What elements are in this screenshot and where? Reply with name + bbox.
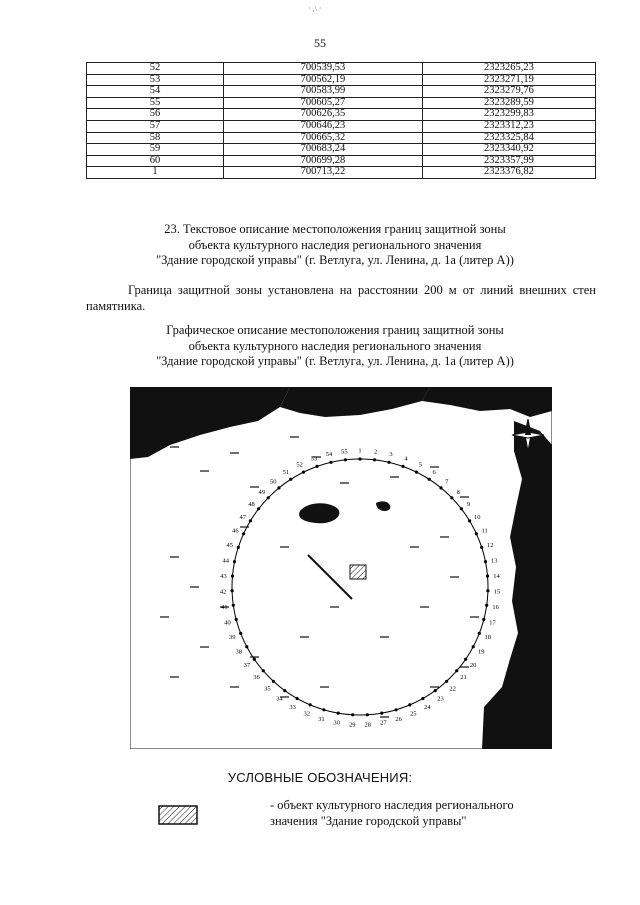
- boundary-point: [344, 458, 347, 461]
- legend-item-line2: значения "Здание городской управы": [270, 814, 467, 828]
- y-coordinate-cell: 2323289,59: [422, 97, 595, 109]
- boundary-point: [468, 519, 471, 522]
- boundary-point-label: 38: [235, 648, 243, 656]
- boundary-point-label: 36: [253, 674, 260, 682]
- boundary-point-label: 46: [232, 527, 239, 535]
- boundary-point-label: 28: [364, 721, 372, 729]
- boundary-point-label: 22: [449, 685, 456, 693]
- point-number-cell: 54: [87, 86, 224, 98]
- x-coordinate-cell: 700683,24: [224, 144, 423, 156]
- page-number: 55: [314, 36, 326, 50]
- boundary-point-label: 45: [226, 542, 233, 550]
- point-number-cell: 60: [87, 155, 224, 167]
- boundary-point: [460, 507, 463, 510]
- boundary-point: [472, 645, 475, 648]
- boundary-point-label: 51: [282, 469, 290, 477]
- section-title-line3: "Здание городской управы" (г. Ветлуга, ул. Ленина, д. 1а (литер А)): [156, 253, 514, 267]
- boundary-point-label: 18: [484, 634, 491, 642]
- boundary-point: [428, 478, 431, 481]
- boundary-point: [450, 496, 453, 499]
- table-row: [87, 120, 596, 132]
- boundary-point-label: 23: [437, 695, 444, 703]
- point-number-cell: 52: [87, 63, 224, 75]
- boundary-point: [337, 712, 340, 715]
- boundary-point: [267, 496, 270, 499]
- table-row: [87, 144, 596, 156]
- boundary-point: [478, 632, 481, 635]
- point-number-cell: 59: [87, 144, 224, 156]
- point-number-cell: 56: [87, 109, 224, 121]
- point-number-cell: 57: [87, 120, 224, 132]
- boundary-point-label: 21: [460, 674, 467, 682]
- x-coordinate-cell: 700605,27: [224, 97, 423, 109]
- boundary-point-label: 8: [456, 489, 460, 496]
- boundary-point-label: 13: [491, 557, 498, 565]
- legend-title: УСЛОВНЫЕ ОБОЗНАЧЕНИЯ:: [227, 770, 413, 785]
- table-row: [87, 167, 596, 179]
- point-number-cell: 53: [87, 74, 224, 86]
- x-coordinate-cell: 700646,23: [224, 120, 423, 132]
- boundary-point: [231, 589, 234, 592]
- boundary-point: [401, 465, 404, 468]
- table-row: [87, 109, 596, 121]
- boundary-point: [253, 658, 256, 661]
- boundary-point: [302, 471, 305, 474]
- boundary-point-label: 26: [395, 716, 402, 723]
- boundary-point-label: 10: [474, 513, 481, 521]
- boundary-point: [455, 669, 458, 672]
- section-title-line1: 23. Текстовое описание местоположения границ защитной зоны: [164, 222, 506, 236]
- coordinates-table: [86, 62, 596, 179]
- x-coordinate-cell: 700665,32: [224, 132, 423, 144]
- boundary-point-label: 31: [318, 716, 325, 723]
- boundary-point-label: 50: [270, 478, 277, 486]
- boundary-point: [480, 546, 483, 549]
- graphic-title-line3: "Здание городской управы" (г. Ветлуга, ул. Ленина, д. 1а (литер А)): [156, 354, 514, 368]
- boundary-point-label: 4: [404, 455, 408, 463]
- boundary-point: [439, 486, 442, 489]
- boundary-point: [296, 697, 299, 700]
- boundary-point: [309, 703, 312, 706]
- boundary-point: [415, 471, 418, 474]
- y-coordinate-cell: 2323265,23: [422, 63, 595, 75]
- boundary-point-label: 19: [477, 648, 485, 656]
- y-coordinate-cell: 2323340,92: [422, 144, 595, 156]
- x-coordinate-cell: 700562,19: [224, 74, 423, 86]
- boundary-point-label: 29: [348, 721, 356, 729]
- boundary-point-label: 5: [418, 461, 423, 469]
- boundary-point: [486, 589, 489, 592]
- table-row: [87, 97, 596, 109]
- boundary-point: [486, 574, 489, 577]
- boundary-point-label: 3: [389, 451, 393, 459]
- y-coordinate-cell: 2323279,76: [422, 86, 595, 98]
- boundary-point-label: 39: [229, 634, 236, 642]
- boundary-point-label: 48: [248, 500, 255, 508]
- boundary-point: [408, 703, 411, 706]
- boundary-point-label: 54: [325, 451, 333, 459]
- legend-item: [270, 797, 570, 829]
- x-coordinate-cell: 700626,35: [224, 109, 423, 121]
- boundary-point-label: 17: [489, 619, 496, 627]
- x-coordinate-cell: 700583,99: [224, 86, 423, 98]
- boundary-point: [249, 519, 252, 522]
- boundary-point-label: 27: [380, 719, 387, 727]
- boundary-point-label: 43: [220, 572, 227, 580]
- boundary-point: [277, 486, 280, 489]
- point-number-cell: 1: [87, 167, 224, 179]
- boundary-point: [262, 669, 265, 672]
- boundary-point: [329, 461, 332, 464]
- boundary-point-label: 47: [239, 513, 246, 521]
- boundary-point: [283, 689, 286, 692]
- boundary-point-label: 49: [258, 489, 266, 496]
- y-coordinate-cell: 2323299,83: [422, 109, 595, 121]
- section-title: [100, 222, 570, 269]
- boundary-point: [231, 574, 234, 577]
- boundary-description: Граница защитной зоны установлена на расстоянии 200 м от линий внешних стен памятника.: [86, 283, 596, 313]
- boundary-point: [235, 618, 238, 621]
- boundary-point: [245, 645, 248, 648]
- graphic-title-line1: Графическое описание местоположения границ защитной зоны: [166, 323, 504, 337]
- x-coordinate-cell: 700539,53: [224, 63, 423, 75]
- boundary-point: [380, 712, 383, 715]
- boundary-point: [475, 532, 478, 535]
- x-coordinate-cell: 700699,28: [224, 155, 423, 167]
- boundary-point-label: 37: [243, 661, 251, 669]
- y-coordinate-cell: 2323357,99: [422, 155, 595, 167]
- section-title-line2: объекта культурного наследия регионального значения: [188, 237, 482, 252]
- boundary-point: [272, 680, 275, 683]
- boundary-point: [322, 708, 325, 711]
- table-row: [87, 155, 596, 167]
- boundary-point: [445, 680, 448, 683]
- map-frame: [130, 387, 552, 749]
- boundary-point-label: 30: [333, 719, 340, 727]
- boundary-point-label: 34: [276, 695, 283, 703]
- boundary-point-label: 42: [219, 588, 227, 596]
- boundary-point-label: 9: [466, 500, 471, 508]
- boundary-point: [395, 708, 398, 711]
- boundary-point-label: 2: [373, 448, 378, 456]
- boundary-point: [421, 697, 424, 700]
- boundary-point-label: 20: [469, 661, 477, 669]
- boundary-point-label: 40: [224, 619, 231, 627]
- boundary-point-label: 35: [264, 685, 271, 693]
- boundary-point-label: 25: [410, 710, 417, 718]
- boundary-point-label: 41: [221, 604, 228, 611]
- boundary-point-label: 1: [358, 447, 362, 455]
- boundary-point-label: 33: [289, 703, 296, 711]
- boundary-point: [434, 689, 437, 692]
- x-coordinate-cell: 700713,22: [224, 167, 423, 179]
- table-row: [87, 63, 596, 75]
- boundary-point: [464, 658, 467, 661]
- boundary-point: [484, 560, 487, 563]
- boundary-point: [239, 632, 242, 635]
- boundary-point: [351, 713, 354, 716]
- boundary-point: [358, 457, 361, 460]
- y-coordinate-cell: 2323325,84: [422, 132, 595, 144]
- point-number-cell: 58: [87, 132, 224, 144]
- hatched-building-icon: [158, 805, 198, 825]
- boundary-point-label: 52: [296, 461, 303, 469]
- boundary-point: [233, 560, 236, 563]
- boundary-point: [242, 532, 245, 535]
- y-coordinate-cell: 2323312,23: [422, 120, 595, 132]
- boundary-point: [387, 461, 390, 464]
- point-number-cell: 55: [87, 97, 224, 109]
- legend-item-line1: - объект культурного наследия регионального: [270, 798, 514, 812]
- boundary-point: [373, 458, 376, 461]
- boundary-point: [315, 465, 318, 468]
- boundary-point-label: 44: [222, 557, 229, 565]
- boundary-point-label: 53: [310, 455, 318, 463]
- table-row: [87, 74, 596, 86]
- boundary-point: [232, 604, 235, 607]
- boundary-point: [485, 604, 488, 607]
- boundary-point: [289, 478, 292, 481]
- y-coordinate-cell: 2323271,19: [422, 74, 595, 86]
- boundary-point-label: 32: [303, 710, 310, 718]
- protection-zone-map: [130, 387, 552, 749]
- graphic-title-line2: объекта культурного наследия регионального значения: [188, 338, 482, 353]
- boundary-point-label: 16: [492, 604, 499, 611]
- boundary-point-label: 14: [493, 572, 500, 580]
- y-coordinate-cell: 2323376,82: [422, 167, 595, 179]
- boundary-point-label: 11: [481, 527, 488, 535]
- coordinates-table-body: [87, 63, 596, 179]
- table-row: [87, 132, 596, 144]
- boundary-point-label: 55: [341, 448, 348, 456]
- boundary-point-label: 12: [487, 542, 494, 550]
- boundary-point-label: 24: [424, 703, 431, 711]
- boundary-point: [257, 507, 260, 510]
- boundary-point-label: 7: [445, 478, 449, 486]
- boundary-point: [366, 713, 369, 716]
- heritage-building-icon: [350, 565, 366, 579]
- boundary-point: [482, 618, 485, 621]
- boundary-point-label: 15: [493, 588, 501, 596]
- scan-mark: · ,\ ·: [308, 4, 322, 13]
- boundary-point: [237, 546, 240, 549]
- boundary-point-label: 6: [432, 469, 436, 477]
- graphic-title: [100, 323, 570, 370]
- table-row: [87, 86, 596, 98]
